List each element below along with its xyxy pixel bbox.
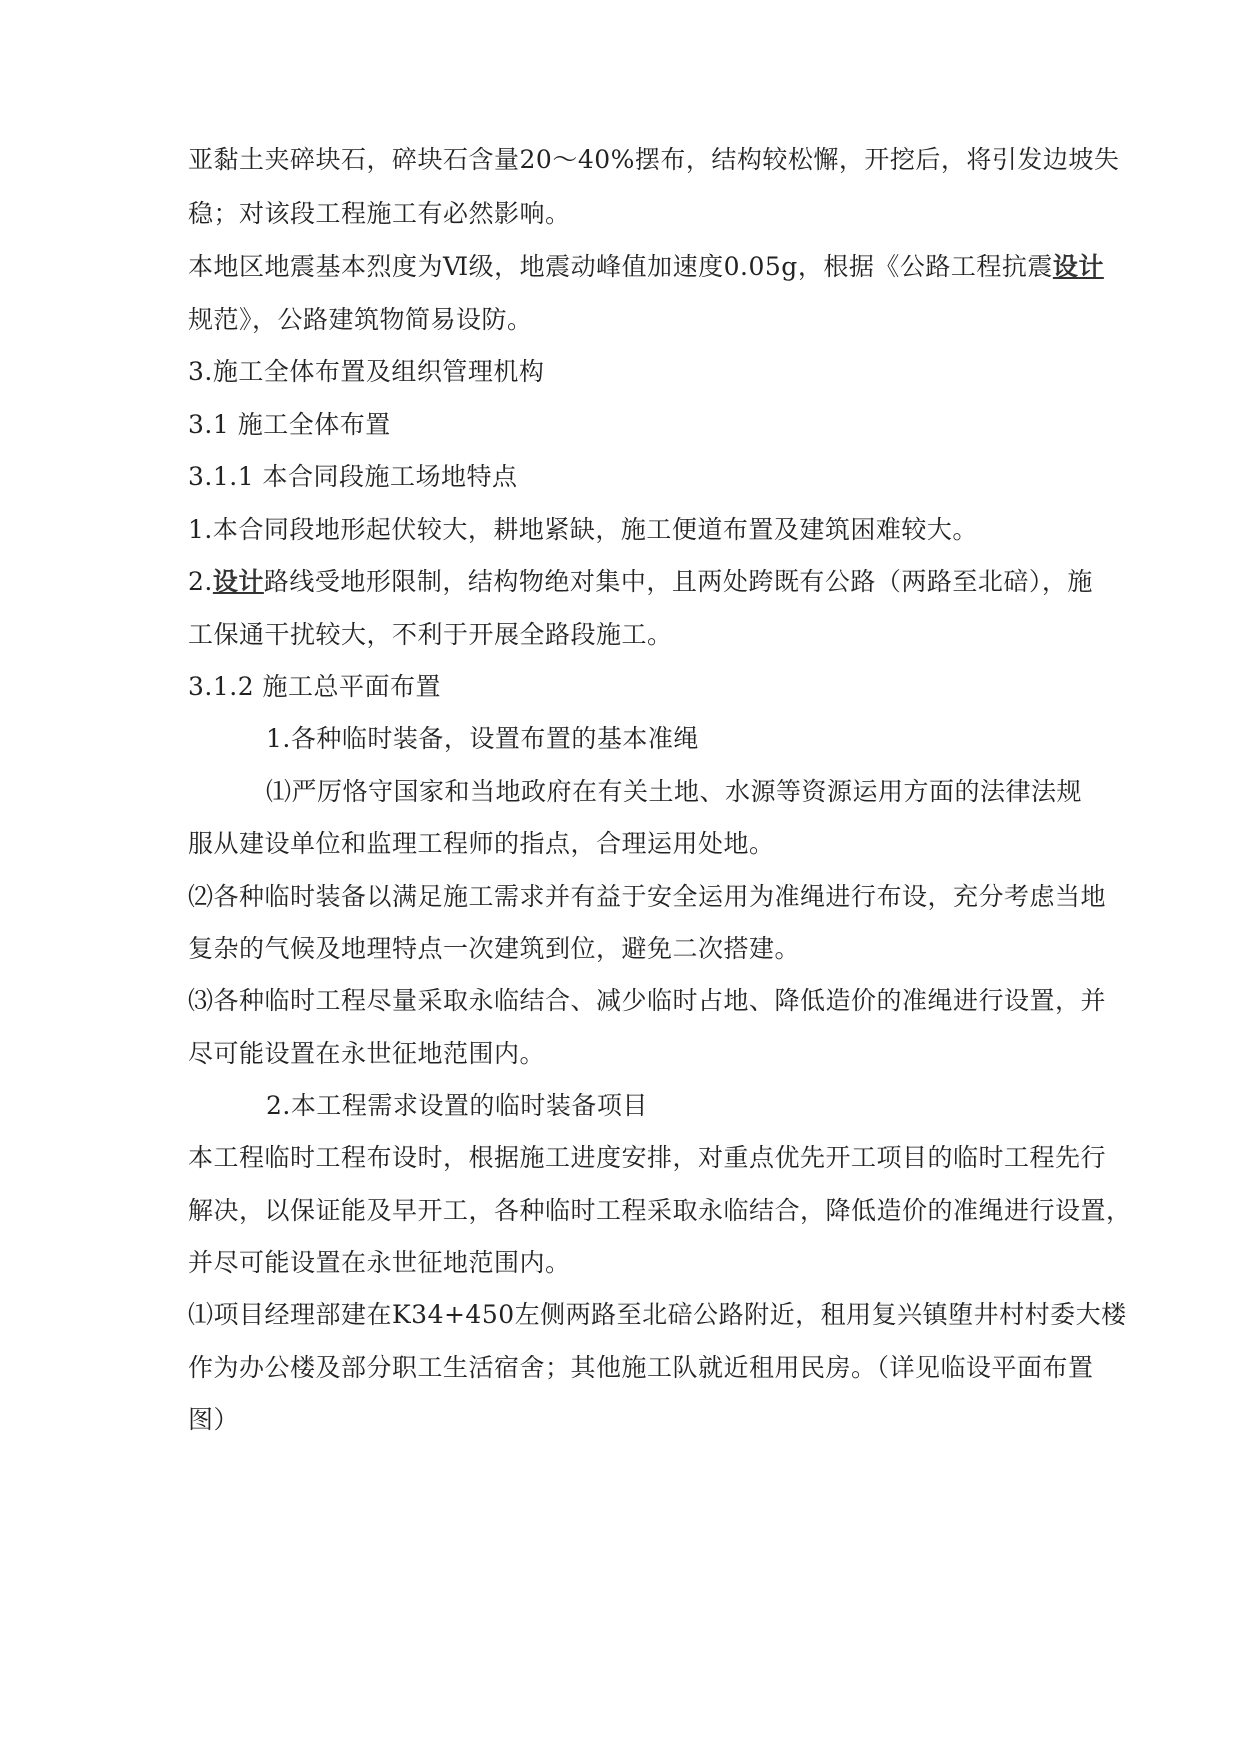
paragraph-line-1: 亚黏土夹碎块石，碎块石含量20～40%摆布，结构较松懈，开挖后，将引发边坡失 <box>188 145 1120 174</box>
item-office-1-continued: 作为办公楼及部分职工生活宿舍；其他施工队就近租用民房。（详见临设平面布置 <box>188 1353 1094 1382</box>
subheading-1: 1.各种临时装备，设置布置的基本准绳 <box>266 724 699 753</box>
paragraph-line-23: 并尽可能设置在永世征地范围内。 <box>188 1248 571 1277</box>
section-heading-3-1: 3.1 施工全体布置 <box>188 410 391 439</box>
item-office-1-end: 图） <box>188 1405 240 1434</box>
paragraph-line-22: 解决，以保证能及早开工，各种临时工程采取永临结合，降低造价的准绳进行设置， <box>188 1196 1132 1225</box>
section-heading-3-1-2: 3.1.2 施工总平面布置 <box>188 672 442 701</box>
rule-item-3: ⑶各种临时工程尽量采取永临结合、减少临时占地、降低造价的准绳进行设置，并 <box>188 986 1107 1015</box>
paragraph-line-21: 本工程临时工程布设时，根据施工进度安排，对重点优先开工项目的临时工程先行 <box>188 1143 1107 1172</box>
list-item-2-number: 2. <box>188 567 213 596</box>
item-office-1: ⑴项目经理部建在K34+450左侧两路至北碚公路附近，租用复兴镇堕井村村委大楼 <box>188 1300 1127 1329</box>
list-item-2-continued: 工保通干扰较大，不利于开展全路段施工。 <box>188 620 673 649</box>
list-item-1: 1.本合同段地形起伏较大，耕地紧缺，施工便道布置及建筑困难较大。 <box>188 515 978 544</box>
rule-item-2: ⑵各种临时装备以满足施工需求并有益于安全运用为准绳进行布设，充分考虑当地 <box>188 882 1107 911</box>
paragraph-line-4: 规范》，公路建筑物简易设防。 <box>188 305 533 334</box>
paragraph-line-3-text: 本地区地震基本烈度为Ⅵ级，地震动峰值加速度0.05g，根据《公路工程抗震 <box>188 252 1053 281</box>
rule-item-3-continued: 尽可能设置在永世征地范围内。 <box>188 1039 546 1068</box>
design-link-2[interactable]: 设计 <box>212 567 264 596</box>
subheading-2: 2.本工程需求设置的临时装备项目 <box>266 1091 648 1120</box>
section-heading-3: 3.施工全体布置及组织管理机构 <box>188 357 545 386</box>
rule-item-2-continued: 复杂的气候及地理特点一次建筑到位，避免二次搭建。 <box>188 934 801 963</box>
rule-item-1-continued: 服从建设单位和监理工程师的指点，合理运用处地。 <box>188 829 775 858</box>
rule-item-1: ⑴严厉恪守国家和当地政府在有关土地、水源等资源运用方面的法律法规 <box>266 777 1083 806</box>
paragraph-line-2: 稳；对该段工程施工有必然影响。 <box>188 199 571 228</box>
list-item-2-text: 路线受地形限制，结构物绝对集中，且两处跨既有公路（两路至北碚），施 <box>263 567 1093 596</box>
section-heading-3-1-1: 3.1.1 本合同段施工场地特点 <box>188 462 518 491</box>
list-item-2 <box>188 567 1093 597</box>
paragraph-line-3 <box>188 252 1104 282</box>
design-link-1[interactable]: 设计 <box>1052 252 1104 281</box>
